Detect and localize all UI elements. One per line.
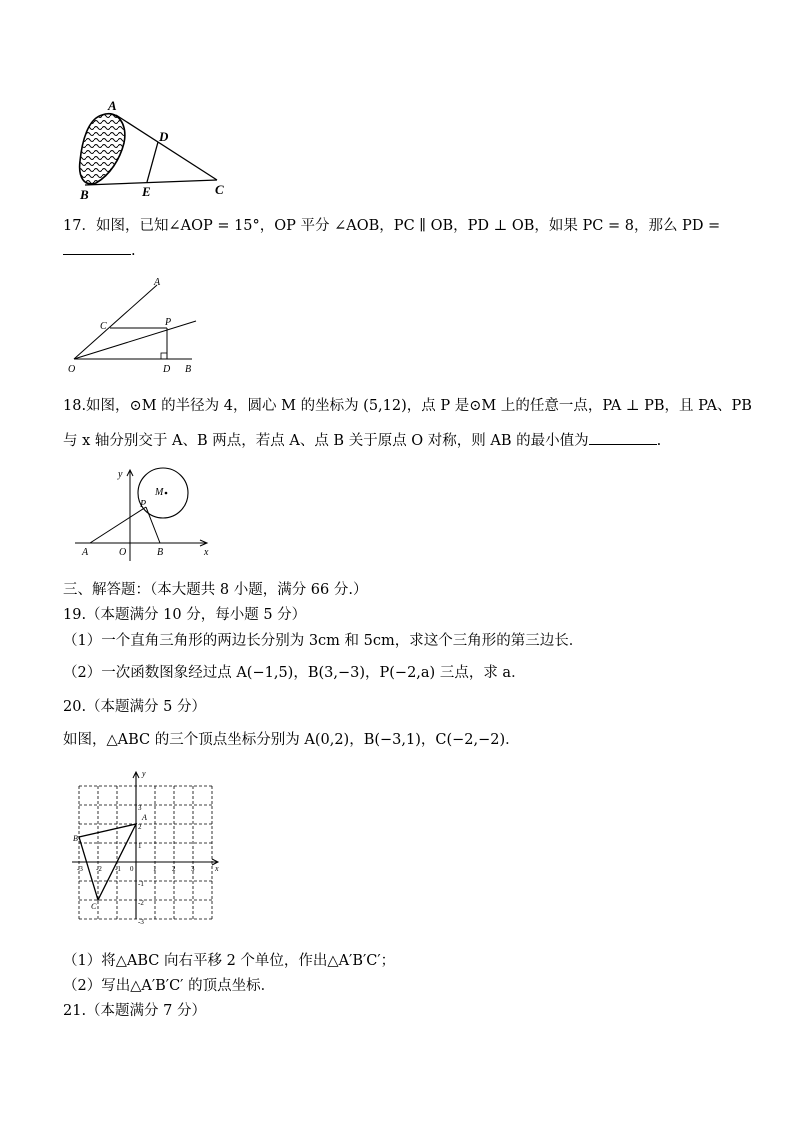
label-O: O bbox=[68, 364, 76, 375]
y-tick: -1 bbox=[138, 880, 144, 888]
ray-OP bbox=[74, 321, 196, 359]
x-tick: 2 bbox=[172, 865, 176, 873]
right-angle-mark bbox=[161, 353, 167, 359]
center-M bbox=[165, 492, 168, 495]
y-tick: -2 bbox=[138, 899, 144, 907]
answer-blank-18[interactable] bbox=[589, 430, 657, 445]
question-20-part-1: （1）将△ABC 向右平移 2 个单位，作出△A′B′C′； bbox=[63, 953, 396, 969]
label-B: B bbox=[157, 547, 164, 558]
x-tick: -1 bbox=[115, 865, 121, 873]
label-P: P bbox=[165, 317, 172, 328]
x-tick: -3 bbox=[77, 865, 83, 873]
question-18-line-2: 与 x 轴分别交于 A、B 两点，若点 A、点 B 关于原点 O 对称，则 AB 的最小值为 . bbox=[63, 430, 661, 451]
question-19-part-2: （2）一次函数图象经过点 A(−1,5)，B(3,−3)，P(−2,a) 三点，求 a． bbox=[63, 665, 526, 681]
label-A: A bbox=[142, 813, 147, 822]
question-19-part-1: （1）一个直角三角形的两边长分别为 3cm 和 5cm，求这个三角形的第三边长． bbox=[63, 633, 584, 649]
question-21-title: 21.（本题满分 7 分） bbox=[63, 1003, 207, 1019]
label-A: A bbox=[154, 277, 161, 288]
label-P: P bbox=[140, 499, 147, 510]
question-19-title: 19.（本题满分 10 分，每小题 5 分） bbox=[63, 607, 307, 623]
x-tick: 1 bbox=[153, 865, 157, 873]
label-D: D bbox=[159, 129, 169, 144]
label-origin: 0 bbox=[130, 865, 134, 873]
label-A: A bbox=[108, 98, 117, 113]
pond-shape bbox=[80, 114, 125, 184]
question-20-part-2: （2）写出△A′B′C′ 的顶点坐标． bbox=[63, 978, 276, 994]
question-17-text: 17．如图，已知∠AOP = 15°，OP 平分 ∠AOB，PC ∥ OB，PD ⊥ OB，如果 PC = 8，那么 PD = bbox=[63, 218, 721, 234]
segment-AC bbox=[116, 115, 217, 180]
y-tick-labels bbox=[138, 804, 144, 926]
label-M: M bbox=[155, 487, 164, 498]
label-C: C bbox=[215, 182, 224, 197]
label-B: B bbox=[80, 187, 89, 202]
y-tick: -3 bbox=[138, 918, 144, 926]
label-C: C bbox=[100, 321, 107, 332]
y-tick: 2 bbox=[138, 823, 142, 831]
label-D: D bbox=[163, 364, 171, 375]
x-tick: -2 bbox=[96, 865, 102, 873]
question-20-title: 20.（本题满分 5 分） bbox=[63, 699, 207, 715]
label-y: y bbox=[118, 469, 123, 480]
segment-PB bbox=[146, 507, 160, 543]
label-O: O bbox=[119, 547, 127, 558]
answer-blank-17[interactable] bbox=[63, 240, 131, 255]
label-A: A bbox=[82, 547, 89, 558]
question-20-intro: 如图，△ABC 的三个顶点坐标分别为 A(0,2)，B(−3,1)，C(−2,−2)． bbox=[63, 732, 520, 748]
figure-angle-bisector bbox=[62, 272, 212, 376]
label-B: B bbox=[185, 364, 192, 375]
question-17-answer-line: . bbox=[63, 240, 136, 261]
label-B: B bbox=[73, 834, 78, 843]
label-C: C bbox=[91, 902, 97, 911]
segment-PA bbox=[90, 507, 146, 543]
y-tick: 1 bbox=[138, 842, 142, 850]
figure-coordinate-grid bbox=[66, 767, 226, 927]
section-3-heading: 三、解答题：（本大题共 8 小题，满分 66 分.） bbox=[63, 582, 368, 598]
x-tick: 3 bbox=[191, 865, 195, 873]
figure-circle-coordinate bbox=[70, 463, 220, 563]
segment-BC bbox=[85, 180, 217, 185]
figure-pond bbox=[70, 95, 240, 205]
ray-OA bbox=[74, 285, 157, 359]
question-18-line-1: 18.如图，⊙M 的半径为 4，圆心 M 的坐标为 (5,12)，点 P 是⊙M 上的任意一点，PA ⊥ PB，且 PA、PB bbox=[63, 398, 752, 414]
segment-DE bbox=[147, 142, 158, 182]
label-E: E bbox=[142, 184, 151, 199]
label-x: x bbox=[215, 864, 219, 873]
label-y: y bbox=[142, 769, 146, 778]
label-x: x bbox=[204, 547, 209, 558]
y-tick: 3 bbox=[138, 804, 142, 812]
